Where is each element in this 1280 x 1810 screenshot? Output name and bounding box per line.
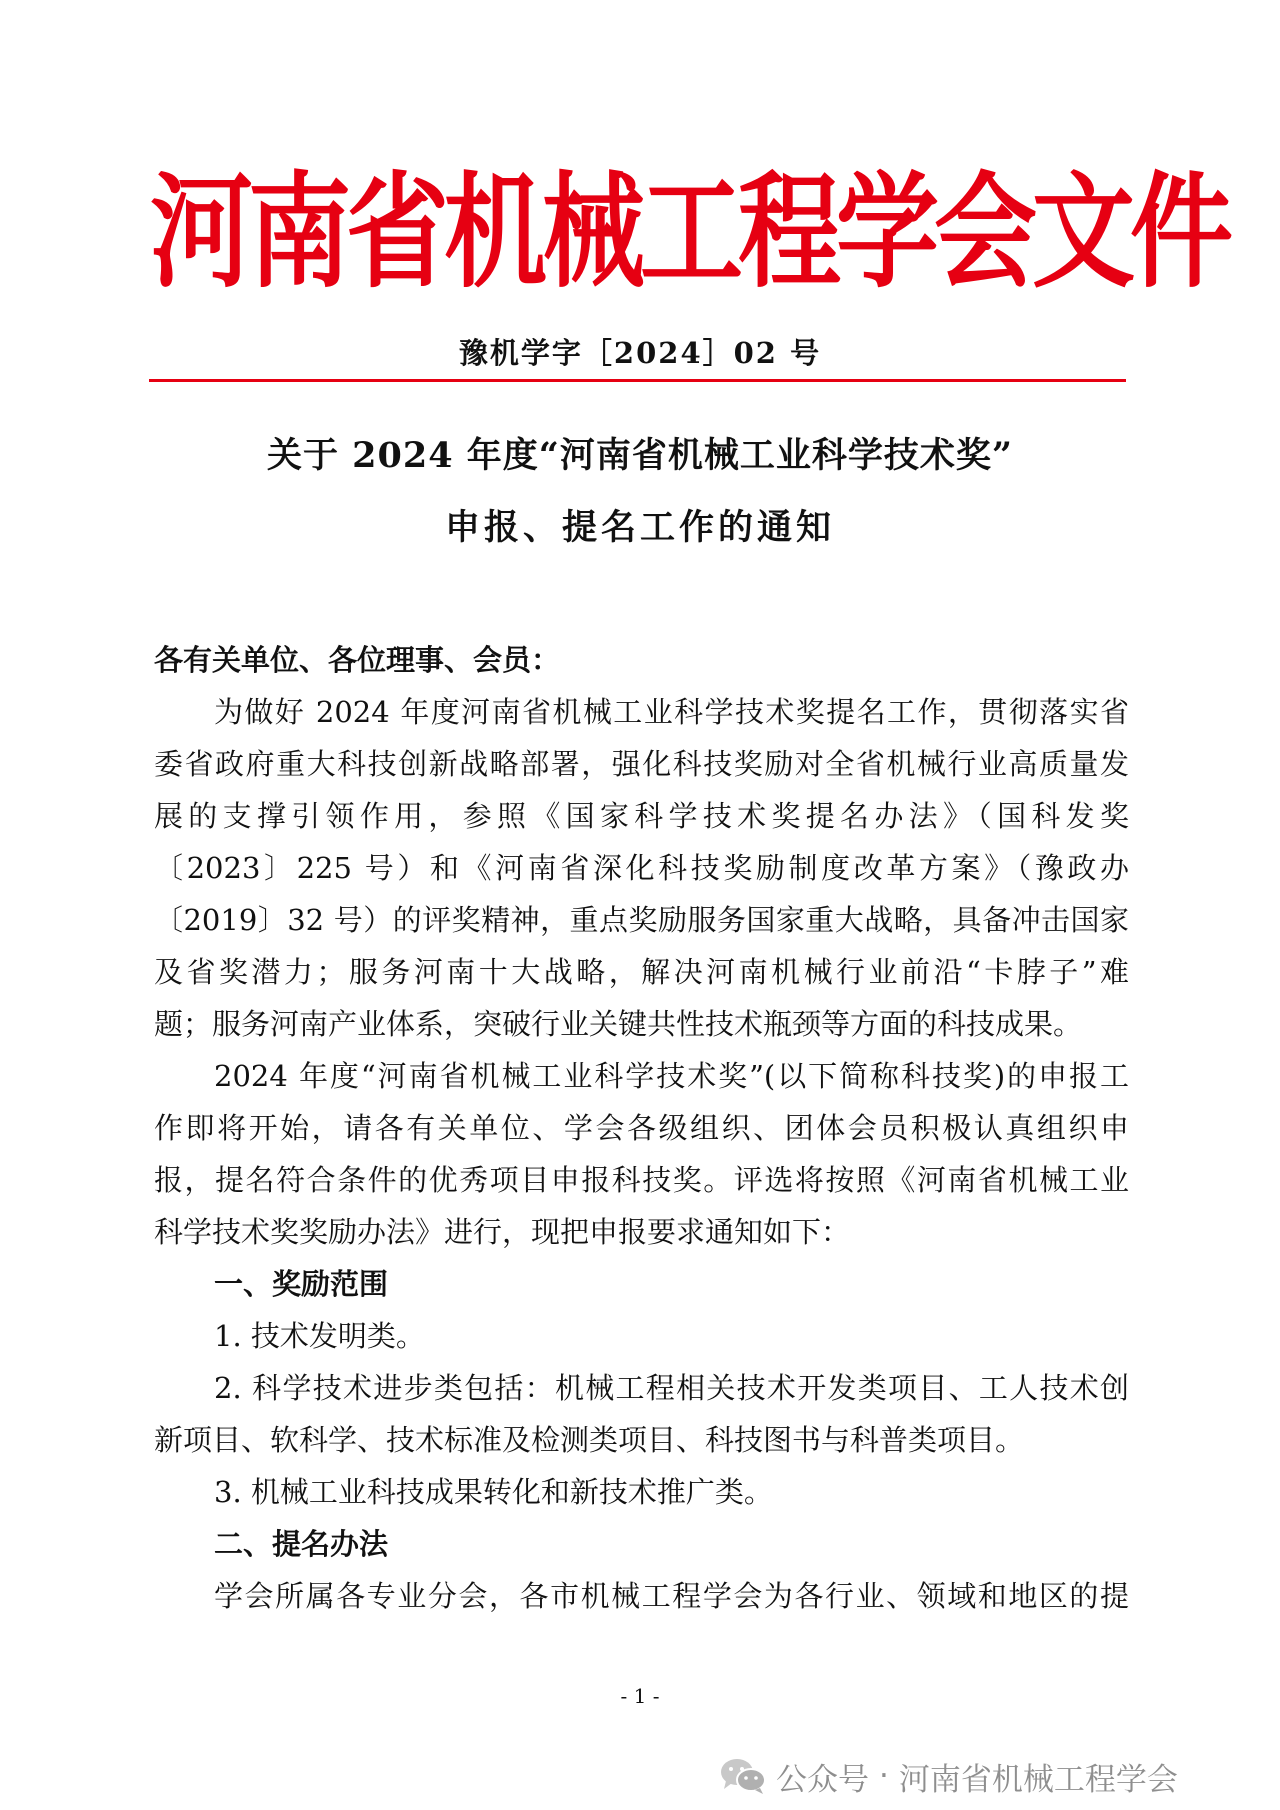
- watermark-prefix: 公众号: [776, 1761, 869, 1798]
- paragraph-1-line: 及省奖潜力；服务河南十大战略，解决河南机械行业前沿“卡脖子”难: [154, 955, 1129, 989]
- section-1-item-2-line: 新项目、软科学、技术标准及检测类项目、科技图书与科普类项目。: [154, 1423, 1025, 1457]
- paragraph-2-line: 2024 年度“河南省机械工业科学技术奖”(以下简称科技奖)的申报工: [214, 1059, 1129, 1093]
- salutation: 各有关单位、各位理事、会员：: [154, 643, 561, 677]
- paragraph-1-line: 题；服务河南产业体系，突破行业关键共性技术瓶颈等方面的科技成果。: [154, 1007, 1083, 1041]
- paragraph-2-line: 报，提名符合条件的优秀项目申报科技奖。评选将按照《河南省机械工业: [154, 1163, 1129, 1197]
- document-body: [154, 634, 1129, 1622]
- wechat-icon: [718, 1756, 768, 1796]
- section-1-item-2-line: 2. 科学技术进步类包括：机械工程相关技术开发类项目、工人技术创: [214, 1371, 1129, 1405]
- paragraph-1-line: 展的支撑引领作用，参照《国家科学技术奖提名办法》（国科发奖: [154, 799, 1129, 833]
- masthead-title: 河南省机械工程学会文件: [150, 161, 1228, 305]
- paragraph-1-line: 为做好 2024 年度河南省机械工业科学技术奖提名工作，贯彻落实省: [214, 695, 1129, 729]
- document-number: 豫机学字［2024］02 号: [458, 336, 822, 370]
- paragraph-1-line: 〔2023〕225 号）和《河南省深化科技奖励制度改革方案》（豫政办: [154, 851, 1129, 885]
- page-number: - 1 -: [620, 1684, 660, 1708]
- watermark-account: 河南省机械工程学会: [898, 1761, 1178, 1798]
- section-1-item-1: 1. 技术发明类。: [214, 1319, 425, 1353]
- watermark-separator: ·: [879, 1758, 889, 1794]
- section-2-line: 学会所属各专业分会，各市机械工程学会为各行业、领域和地区的提: [214, 1579, 1129, 1613]
- notice-title-line-2: 申报、提名工作的通知: [444, 507, 835, 548]
- section-1-item-3: 3. 机械工业科技成果转化和新技术推广类。: [214, 1475, 773, 1509]
- paragraph-2-line: 科学技术奖奖励办法》进行，现把申报要求通知如下：: [154, 1215, 851, 1249]
- paragraph-1-line: 〔2019〕32 号）的评奖精神，重点奖励服务国家重大战略，具备冲击国家: [154, 903, 1129, 937]
- section-2-heading: 二、提名办法: [214, 1527, 389, 1561]
- notice-title-line-1: 关于 2024 年度“河南省机械工业科学技术奖”: [266, 435, 1014, 476]
- paragraph-1-line: 委省政府重大科技创新战略部署，强化科技奖励对全省机械行业高质量发: [154, 747, 1129, 781]
- paragraph-2-line: 作即将开始，请各有关单位、学会各级组织、团体会员积极认真组织申: [154, 1111, 1129, 1145]
- wechat-watermark: [718, 1752, 1178, 1800]
- red-divider: [149, 379, 1126, 382]
- section-1-heading: 一、奖励范围: [214, 1267, 389, 1301]
